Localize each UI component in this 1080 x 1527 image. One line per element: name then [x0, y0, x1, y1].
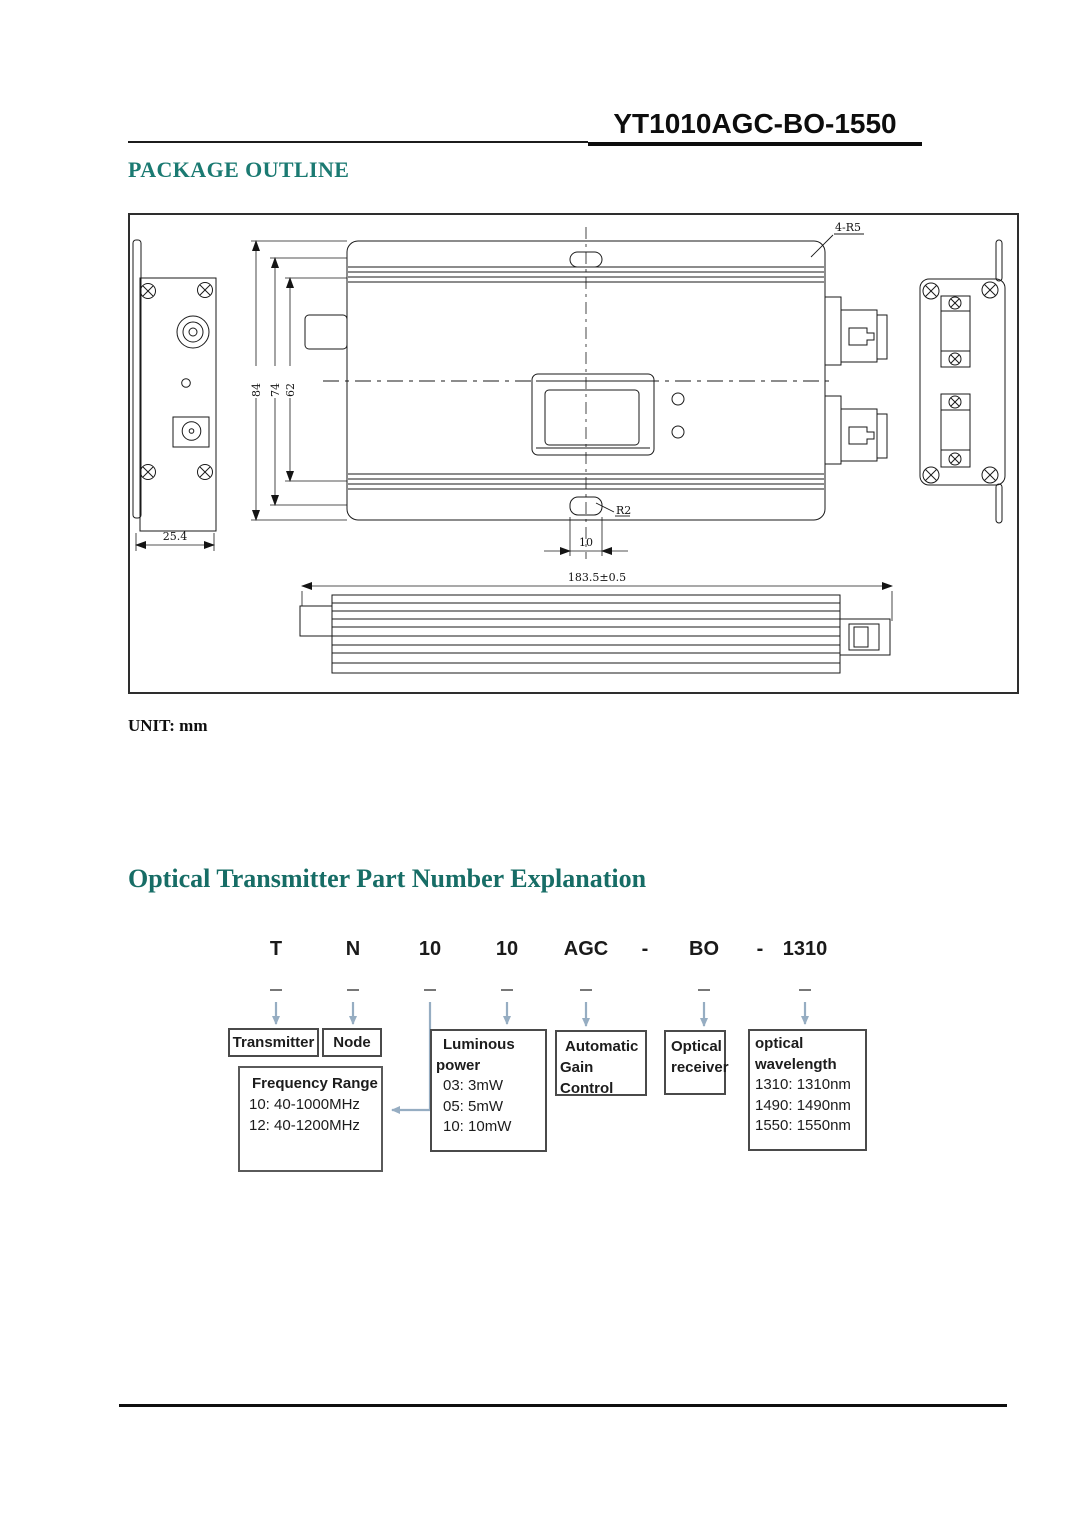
flange-tab-bottom	[996, 484, 1002, 523]
pn-code-wavelength: 1310	[782, 938, 828, 960]
receiver-line-2: receiver	[671, 1059, 729, 1076]
box-agc	[555, 1030, 647, 1096]
receiver-line-1: Optical	[671, 1038, 722, 1055]
corner-radius-callout	[811, 221, 864, 257]
wavelength-item: 1490: 1490nm	[755, 1096, 851, 1114]
test-point-hole	[182, 379, 191, 388]
box-transmitter	[228, 1028, 319, 1057]
box-optical-receiver	[664, 1030, 729, 1095]
rf-connector	[177, 316, 209, 348]
frequency-range-item: 10: 40-1000MHz	[249, 1096, 360, 1113]
fiber-port-side	[840, 619, 890, 655]
luminous-item: 10: 10mW	[443, 1118, 512, 1135]
end-view	[133, 240, 216, 551]
document-title: YT1010AGC-BO-1550	[588, 108, 922, 146]
wavelength-item: 1310: 1310nm	[755, 1076, 851, 1093]
section-heading-part-number: Optical Transmitter Part Number Explanation	[128, 864, 647, 893]
wavelength-title-1: optical	[755, 1035, 804, 1052]
box-optical-wavelength	[748, 1029, 867, 1151]
rf-connector-top	[305, 315, 347, 349]
side-panel	[920, 279, 1005, 485]
side-view	[920, 240, 1005, 523]
box-transmitter-label: Transmitter	[232, 1033, 315, 1051]
frequency-bent-arrow	[392, 1002, 430, 1110]
footer-rule	[119, 1404, 1007, 1407]
dim-height-body-label: 74	[269, 383, 282, 397]
pn-code-frequency: 10	[418, 938, 442, 960]
dim-height-inner-label: 62	[284, 383, 297, 397]
front-panel	[140, 278, 216, 531]
luminous-title-2: power	[436, 1056, 481, 1074]
box-node	[322, 1028, 382, 1057]
status-led-2	[672, 426, 684, 438]
fiber-adapter-lower	[941, 394, 970, 467]
top-view	[305, 221, 887, 559]
fiber-adapter-upper	[941, 296, 970, 367]
wavelength-item: 1550: 1550nm	[755, 1117, 851, 1134]
box-node-label: Node	[333, 1033, 371, 1051]
side-panel-screws	[923, 282, 998, 483]
flange-tab-top	[996, 240, 1002, 281]
frequency-range-title: Frequency Range	[252, 1075, 378, 1092]
pn-code-bo: BO	[689, 938, 719, 960]
status-led-1	[672, 393, 684, 405]
dc-power-jack	[173, 417, 209, 447]
pn-code-transmitter: T	[269, 938, 283, 960]
box-frequency-range	[238, 1066, 383, 1172]
luminous-item: 03: 3mW	[443, 1077, 504, 1094]
finned-body	[332, 595, 840, 673]
dim-slot-width-label: 10	[579, 536, 593, 549]
agc-line-1: Automatic	[565, 1038, 639, 1055]
display-window	[532, 374, 654, 455]
wavelength-title-2: wavelength	[755, 1055, 837, 1073]
corner-radius-label: 4-R5	[835, 221, 861, 234]
package-outline-drawing	[128, 213, 1019, 694]
dim-height-overall-label: 84	[250, 383, 263, 397]
fiber-connector-lower	[825, 396, 887, 464]
pn-code-power: 10	[495, 938, 519, 960]
header-rule	[128, 141, 588, 143]
pn-code-agc: AGC	[563, 938, 609, 960]
section-heading-package-outline: PACKAGE OUTLINE	[128, 157, 350, 182]
luminous-title-1: Luminous	[443, 1036, 515, 1053]
dim-length	[302, 586, 892, 621]
fiber-connector-upper	[825, 297, 887, 365]
pn-code-hyphen-1: -	[641, 938, 649, 960]
pn-code-hyphen-2: -	[756, 938, 764, 960]
rf-connector-side	[300, 606, 332, 636]
slot-radius-label: R2	[616, 504, 632, 517]
agc-line-2: Gain Control	[560, 1059, 614, 1097]
panel-screws	[141, 283, 213, 480]
height-dimensions	[249, 241, 347, 520]
dim-depth-label: 25.4	[162, 530, 188, 543]
outline-drawing-svg	[130, 215, 1017, 692]
frequency-range-item: 12: 40-1200MHz	[249, 1117, 360, 1134]
box-luminous-power	[430, 1029, 547, 1152]
pn-code-node: N	[345, 938, 361, 960]
side-elevation-view	[300, 571, 892, 673]
dim-length-label: 183.5±0.5	[567, 571, 627, 584]
unit-label: UNIT: mm	[128, 716, 208, 735]
luminous-item: 05: 5mW	[443, 1097, 504, 1115]
